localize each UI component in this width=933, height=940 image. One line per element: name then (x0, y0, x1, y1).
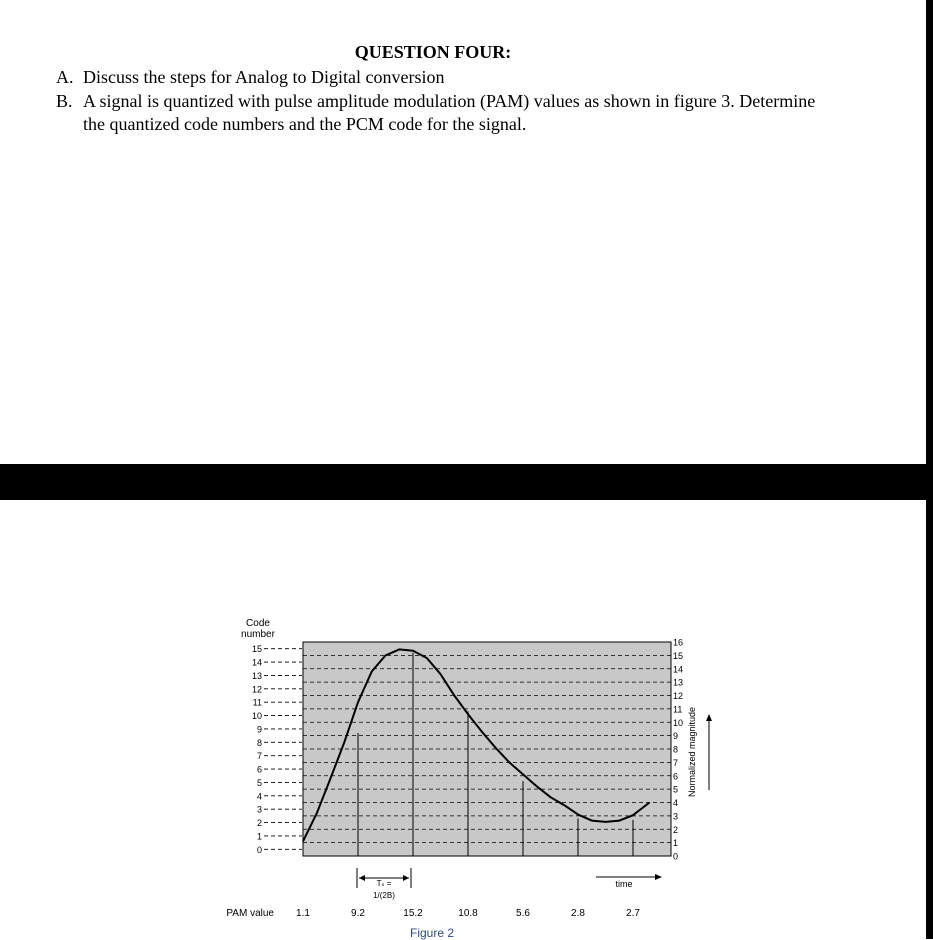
code-number-tick-label: 6 (256, 764, 262, 775)
question-text-b: A signal is quantized with pulse amplitude modulation (PAM) values as shown in figure 3. Determine the quantized code numbers and the PCM code for the signal. (83, 91, 816, 134)
question-title: QUESTION FOUR: (354, 42, 512, 62)
code-number-tick-label: 1 (256, 831, 262, 842)
magnitude-tick-label: 11 (673, 704, 683, 715)
normalized-magnitude-arrow (706, 714, 712, 790)
code-number-tick-label: 14 (251, 657, 262, 668)
magnitude-tick-label: 4 (673, 798, 679, 808)
magnitude-tick-label: 7 (673, 757, 679, 768)
pam-value: 9.2 (351, 908, 365, 919)
code-number-tick-label: 0 (256, 844, 262, 855)
pam-value: 5.6 (516, 908, 530, 919)
figure-caption: Figure 2 (409, 926, 455, 940)
code-number-tick-label: 9 (256, 724, 262, 735)
code-number-tick-label: 3 (256, 804, 262, 815)
pam-value: 2.8 (571, 908, 585, 919)
magnitude-tick-label: 5 (673, 784, 679, 795)
question-letter-a: A. (56, 67, 74, 87)
code-number-tick-label: 15 (251, 644, 262, 655)
code-number-label-line2: number (241, 629, 275, 640)
code-number-tick-label: 10 (251, 711, 262, 722)
question-item-a (56, 66, 823, 89)
code-number-tick-label: 4 (256, 791, 262, 802)
code-number-tick-label: 13 (251, 670, 262, 681)
black-band-divider (0, 464, 926, 500)
pam-value: 2.7 (626, 908, 640, 919)
code-number-tick-label: 5 (256, 777, 262, 788)
magnitude-tick-label: 16 (673, 637, 684, 648)
pam-figure (212, 612, 712, 939)
pam-value: 15.2 (403, 908, 423, 919)
code-number-tick-label: 7 (256, 751, 262, 762)
ts-value-label: 1/(2B) (373, 891, 395, 900)
pam-value: 10.8 (458, 908, 478, 919)
ts-label: Tₛ = (376, 879, 392, 888)
magnitude-tick-label: 13 (673, 677, 684, 688)
right-edge-bar (926, 0, 933, 939)
magnitude-tick-label: 1 (673, 838, 679, 849)
pam-value: 1.1 (296, 908, 310, 919)
pam-value-label: PAM value (226, 908, 274, 919)
question-item-b (56, 90, 823, 136)
magnitude-tick-label: 9 (673, 731, 679, 742)
time-axis-arrow (596, 874, 662, 889)
magnitude-tick-label: 6 (673, 771, 679, 782)
question-text-a: Discuss the steps for Analog to Digital conversion (83, 67, 445, 87)
code-number-tick-label: 8 (256, 737, 262, 748)
code-number-tick-label: 12 (251, 684, 262, 695)
normalized-magnitude-label: Normalized magnitude (687, 706, 697, 798)
magnitude-tick-label: 2 (673, 824, 679, 835)
ts-interval-marker (357, 868, 411, 900)
magnitude-tick-label: 3 (673, 811, 679, 822)
magnitude-tick-label: 10 (673, 717, 684, 728)
magnitude-tick-label: 15 (673, 650, 684, 661)
time-label: time (615, 879, 633, 889)
code-number-tick-label: 2 (256, 818, 262, 829)
magnitude-tick-label: 12 (673, 691, 684, 701)
question-letter-b: B. (56, 91, 73, 111)
pam-chart (212, 612, 712, 927)
magnitude-tick-label: 8 (673, 744, 679, 755)
code-number-label-line1: Code (246, 618, 270, 629)
magnitude-tick-label: 14 (673, 664, 684, 675)
code-number-tick-label: 11 (252, 697, 262, 708)
magnitude-tick-label: 0 (673, 851, 679, 862)
